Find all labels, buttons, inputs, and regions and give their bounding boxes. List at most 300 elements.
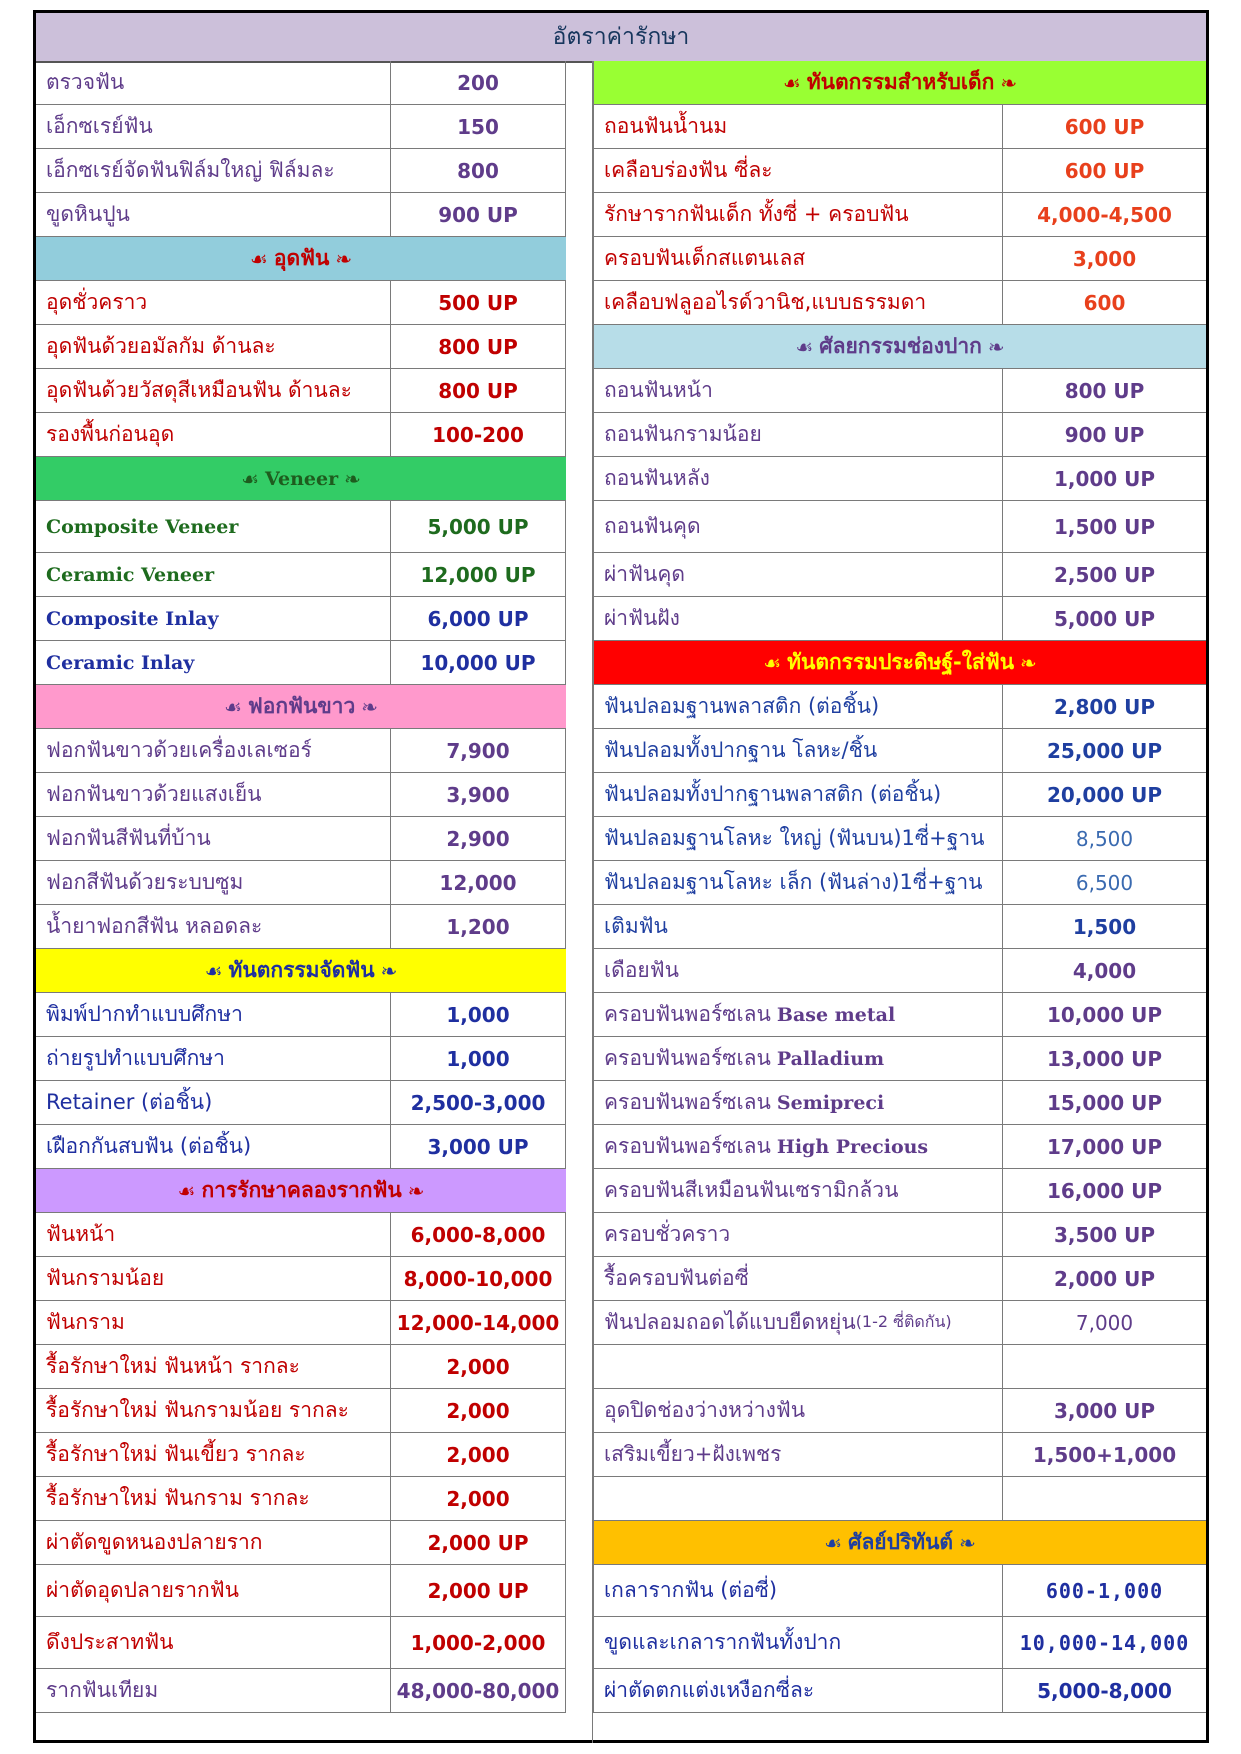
price-row xyxy=(36,993,566,1037)
price-row xyxy=(593,369,1206,413)
price-row xyxy=(593,1037,1206,1081)
price-row xyxy=(36,1565,566,1617)
section-title: Veneer xyxy=(265,467,339,490)
swash-right-icon: ❧ xyxy=(407,1178,425,1203)
price-value: 800 UP xyxy=(1064,378,1145,403)
page-title: อัตราค่ารักษา xyxy=(36,13,1206,63)
treatment-text: ครอบฟันพอร์ซเลน xyxy=(604,1002,771,1026)
treatment-label xyxy=(593,861,1003,904)
price-row xyxy=(593,597,1206,641)
treatment-text: ครอบฟันเด็กสแตนเลส xyxy=(604,246,806,270)
section-header xyxy=(36,1169,566,1213)
price-value: 1,000 UP xyxy=(1053,466,1156,491)
treatment-text: เคลือบฟลูออไรด์วานิช,แบบธรรมดา xyxy=(604,290,927,314)
treatment-text: ฟันปลอมทั้งปากฐานพลาสติก (ต่อชิ้น) xyxy=(604,782,942,806)
price-row xyxy=(36,1477,566,1521)
treatment-label xyxy=(36,501,391,552)
price-value: 2,000 UP xyxy=(391,1521,566,1564)
price-value: 2,000 xyxy=(391,1433,566,1476)
price-value: 100-200 xyxy=(391,413,566,456)
price-row xyxy=(593,1433,1206,1477)
price-value: 2,500-3,000 xyxy=(391,1081,566,1124)
treatment-label xyxy=(593,1477,1003,1520)
price-value: 8,000-10,000 xyxy=(391,1257,566,1300)
price-value: 900 UP xyxy=(391,193,566,236)
price-row xyxy=(593,457,1206,501)
section-title: การรักษาคลองรากฟัน xyxy=(201,1178,402,1202)
treatment-label xyxy=(36,1389,391,1432)
treatment-text: ฟันกรามน้อย xyxy=(46,1266,165,1290)
treatment-label xyxy=(593,1669,1003,1712)
price-value: 600 UP xyxy=(1064,158,1145,183)
treatment-text: อุดชั่วคราว xyxy=(46,290,148,314)
treatment-label xyxy=(36,553,391,596)
price-row xyxy=(593,817,1206,861)
price-value: 1,200 xyxy=(391,905,566,948)
price-value: 1,000-2,000 xyxy=(391,1617,566,1668)
treatment-label xyxy=(36,905,391,948)
treatment-label xyxy=(36,773,391,816)
treatment-text: ผ่าตัดอุดปลายรากฟัน xyxy=(46,1578,239,1602)
price-value: 1,000 xyxy=(391,993,566,1036)
price-row xyxy=(593,1669,1206,1713)
treatment-label xyxy=(593,457,1003,500)
treatment-label xyxy=(593,993,1003,1036)
price-row xyxy=(593,773,1206,817)
price-row xyxy=(593,501,1206,553)
price-row xyxy=(593,1081,1206,1125)
price-value: 3,000 UP xyxy=(1053,1398,1156,1423)
treatment-text: ถอนฟันคุด xyxy=(604,514,701,538)
price-row xyxy=(593,685,1206,729)
price-row xyxy=(593,861,1206,905)
treatment-label xyxy=(36,105,391,148)
price-value: 2,000 xyxy=(391,1389,566,1432)
treatment-text: ผ่าฟันคุด xyxy=(604,562,686,586)
treatment-label xyxy=(593,1213,1003,1256)
treatment-text: เอ็กซเรย์จัดฟันฟิล์มใหญ่ ฟิล์มละ xyxy=(46,158,335,182)
price-value: 25,000 UP xyxy=(1046,738,1163,763)
price-row xyxy=(36,1389,566,1433)
treatment-label xyxy=(36,641,391,684)
swash-left-icon: ☙ xyxy=(241,466,260,491)
price-value: 10,000 UP xyxy=(391,641,566,684)
section-title: อุดฟัน xyxy=(273,246,330,270)
price-value: 16,000 UP xyxy=(1046,1178,1163,1203)
treatment-text: อุดฟันด้วยวัสดุสีเหมือนฟัน ด้านละ xyxy=(46,378,352,402)
treatment-text: ฟอกสีฟันด้วยระบบซูม xyxy=(46,870,244,894)
price-row xyxy=(593,993,1206,1037)
price-value: 500 UP xyxy=(391,281,566,324)
price-row xyxy=(36,1617,566,1669)
treatment-material: Base metal xyxy=(776,1003,896,1026)
treatment-label xyxy=(593,193,1003,236)
treatment-label xyxy=(36,817,391,860)
treatment-text: ผ่าตัดตกแต่งเหงือกซี่ละ xyxy=(604,1678,815,1702)
treatment-label xyxy=(593,369,1003,412)
swash-right-icon: ❧ xyxy=(380,958,398,983)
treatment-note: (1-2 ซี่ติดกัน) xyxy=(855,1312,952,1331)
treatment-text: ตรวจฟัน xyxy=(46,70,125,94)
treatment-text: ขูดหินปูน xyxy=(46,202,130,226)
price-value: 3,900 xyxy=(391,773,566,816)
price-row xyxy=(36,369,566,413)
price-value: 4,000-4,500 xyxy=(1037,202,1172,227)
price-value: 12,000 UP xyxy=(391,553,566,596)
price-row xyxy=(593,193,1206,237)
section-header xyxy=(593,1521,1206,1565)
treatment-label xyxy=(593,237,1003,280)
treatment-label xyxy=(593,1125,1003,1168)
price-row xyxy=(593,1345,1206,1389)
treatment-text: ถอนฟันกรามน้อย xyxy=(604,422,762,446)
swash-right-icon: ❧ xyxy=(1000,70,1018,95)
treatment-text: อุดฟันด้วยอมัลกัม ด้านละ xyxy=(46,334,276,358)
price-value: 3,500 UP xyxy=(1053,1222,1156,1247)
price-value: 150 xyxy=(391,105,566,148)
treatment-material: Semipreci xyxy=(776,1091,885,1114)
treatment-text: ฟันหน้า xyxy=(46,1222,116,1246)
swash-right-icon: ❧ xyxy=(959,1530,976,1555)
treatment-label xyxy=(593,729,1003,772)
treatment-label xyxy=(593,1345,1003,1388)
swash-left-icon: ☙ xyxy=(177,1178,196,1203)
treatment-label xyxy=(36,1125,391,1168)
price-row xyxy=(593,1617,1206,1669)
treatment-label xyxy=(36,1257,391,1300)
price-value: 2,000 UP xyxy=(1053,1266,1156,1291)
treatment-text: ถอนฟันหน้า xyxy=(604,378,713,402)
swash-left-icon: ☙ xyxy=(223,694,242,719)
price-list-sheet xyxy=(33,10,1209,1743)
treatment-label xyxy=(593,1301,1003,1344)
treatment-label xyxy=(593,553,1003,596)
price-row xyxy=(36,553,566,597)
column-gap xyxy=(566,61,593,1743)
price-row xyxy=(36,1301,566,1345)
treatment-text: ฟันกราม xyxy=(46,1310,125,1334)
swash-left-icon: ☙ xyxy=(824,1530,843,1555)
treatment-label xyxy=(593,501,1003,552)
price-row xyxy=(36,1521,566,1565)
price-value: 1,500 UP xyxy=(1053,514,1156,539)
price-value: 2,000 xyxy=(391,1345,566,1388)
treatment-text: เอ็กซเรย์ฟัน xyxy=(46,114,153,138)
treatment-label xyxy=(593,1257,1003,1300)
treatment-label xyxy=(36,61,391,104)
treatment-text: อุดปิดช่องว่างหว่างฟัน xyxy=(604,1398,806,1422)
swash-right-icon: ❧ xyxy=(344,466,361,491)
price-row xyxy=(36,1213,566,1257)
price-row xyxy=(36,281,566,325)
price-row xyxy=(36,905,566,949)
treatment-label xyxy=(36,369,391,412)
treatment-label xyxy=(593,817,1003,860)
price-row xyxy=(36,817,566,861)
price-row xyxy=(36,597,566,641)
price-row xyxy=(36,1081,566,1125)
treatment-text: ฟันปลอมฐานโลหะ ใหญ่ (ฟันบน)1ซี่+ฐาน xyxy=(604,826,985,850)
price-row xyxy=(593,281,1206,325)
treatment-label xyxy=(36,1301,391,1344)
price-value: 800 xyxy=(391,149,566,192)
price-value: 20,000 UP xyxy=(1046,782,1163,807)
price-row xyxy=(36,61,566,105)
treatment-text: ฟอกฟันสีฟันที่บ้าน xyxy=(46,826,211,850)
price-row xyxy=(36,1433,566,1477)
price-value: 800 UP xyxy=(391,369,566,412)
price-value: 7,000 xyxy=(1075,1310,1134,1335)
price-row xyxy=(593,237,1206,281)
treatment-text: พิมพ์ปากทำแบบศึกษา xyxy=(46,1002,243,1026)
treatment-text: ครอบฟันพอร์ซเลน xyxy=(604,1046,771,1070)
treatment-label xyxy=(36,1037,391,1080)
price-row xyxy=(36,773,566,817)
price-row xyxy=(593,1257,1206,1301)
section-header xyxy=(36,949,566,993)
price-row xyxy=(593,1213,1206,1257)
section-header xyxy=(36,685,566,729)
price-row xyxy=(36,1669,566,1713)
section-title: ศัลยกรรมช่องปาก xyxy=(819,334,982,358)
price-row xyxy=(36,501,566,553)
price-value: 15,000 UP xyxy=(1046,1090,1163,1115)
treatment-text: ฟอกฟันขาวด้วยแสงเย็น xyxy=(46,782,262,806)
treatment-text: ถ่ายรูปทำแบบศึกษา xyxy=(46,1046,225,1070)
price-value: 5,000 UP xyxy=(1053,606,1156,631)
treatment-label xyxy=(593,773,1003,816)
price-row xyxy=(36,193,566,237)
price-row xyxy=(36,149,566,193)
price-value: 6,500 xyxy=(1075,870,1134,895)
treatment-label xyxy=(36,325,391,368)
treatment-text: Ceramic Veneer xyxy=(46,563,215,586)
treatment-label xyxy=(36,1213,391,1256)
treatment-label xyxy=(36,1477,391,1520)
swash-right-icon: ❧ xyxy=(1020,650,1037,675)
section-header xyxy=(36,237,566,281)
treatment-text: เกลารากฟัน (ต่อซี่) xyxy=(604,1578,778,1602)
swash-left-icon: ☙ xyxy=(795,334,814,359)
price-row xyxy=(36,861,566,905)
price-row xyxy=(36,413,566,457)
treatment-label xyxy=(593,1169,1003,1212)
price-value: 6,000-8,000 xyxy=(391,1213,566,1256)
price-value: 1,500 xyxy=(1072,914,1137,939)
price-value: 10,000 UP xyxy=(1046,1002,1163,1027)
treatment-label xyxy=(593,1037,1003,1080)
treatment-label xyxy=(36,1617,391,1668)
price-value: 4,000 xyxy=(1072,958,1137,983)
price-row xyxy=(36,1345,566,1389)
price-value: 10,000-14,000 xyxy=(1019,1630,1190,1655)
section-title: ศัลย์ปริทันต์ xyxy=(848,1530,954,1554)
treatment-text: เคลือบร่องฟัน ซี่ละ xyxy=(604,158,773,182)
treatment-text: น้ำยาฟอกสีฟัน หลอดละ xyxy=(46,914,263,938)
treatment-label xyxy=(36,1345,391,1388)
price-value: 12,000-14,000 xyxy=(391,1301,566,1344)
treatment-label xyxy=(36,413,391,456)
price-row xyxy=(36,729,566,773)
price-value: 800 UP xyxy=(391,325,566,368)
price-row xyxy=(36,1125,566,1169)
price-row xyxy=(593,949,1206,993)
treatment-label xyxy=(593,949,1003,992)
treatment-text: ฟันปลอมฐานโลหะ เล็ก (ฟันล่าง)1ซี่+ฐาน xyxy=(604,870,983,894)
treatment-material: Palladium xyxy=(776,1047,885,1070)
treatment-text: ครอบฟันพอร์ซเลน xyxy=(604,1134,771,1158)
treatment-label xyxy=(36,281,391,324)
price-value: 2,800 UP xyxy=(1053,694,1156,719)
treatment-text: รื้อรักษาใหม่ ฟันเขี้ยว รากละ xyxy=(46,1442,306,1466)
treatment-text: รื้อรักษาใหม่ ฟันกรามน้อย รากละ xyxy=(46,1398,349,1422)
treatment-label xyxy=(593,105,1003,148)
treatment-label xyxy=(36,1521,391,1564)
treatment-label xyxy=(36,993,391,1036)
treatment-text: รักษารากฟันเด็ก ทั้งซี่ + ครอบฟัน xyxy=(604,202,909,226)
treatment-label xyxy=(593,1565,1003,1616)
swash-left-icon: ☙ xyxy=(249,246,268,271)
price-row xyxy=(593,1565,1206,1617)
price-value: 2,900 xyxy=(391,817,566,860)
treatment-text: ฟันปลอมฐานพลาสติก (ต่อชิ้น) xyxy=(604,694,880,718)
treatment-text: รื้อรักษาใหม่ ฟันหน้า รากละ xyxy=(46,1354,300,1378)
section-header xyxy=(36,457,566,501)
treatment-label xyxy=(36,1081,391,1124)
treatment-label xyxy=(593,1617,1003,1668)
treatment-label xyxy=(36,729,391,772)
treatment-label xyxy=(36,1669,391,1712)
treatment-label xyxy=(36,861,391,904)
price-row xyxy=(593,729,1206,773)
treatment-label xyxy=(593,1433,1003,1476)
price-row xyxy=(593,905,1206,949)
swash-left-icon: ☙ xyxy=(763,650,782,675)
price-value: 12,000 xyxy=(391,861,566,904)
treatment-text: ฟันปลอมทั้งปากฐาน โลหะ/ชิ้น xyxy=(604,738,878,762)
price-row xyxy=(36,1037,566,1081)
price-value: 2,000 xyxy=(391,1477,566,1520)
treatment-text: เดือยฟัน xyxy=(604,958,679,982)
price-value xyxy=(1003,1345,1206,1388)
price-row xyxy=(593,553,1206,597)
price-row xyxy=(36,105,566,149)
treatment-label xyxy=(593,149,1003,192)
treatment-text: ผ่าตัดขูดหนองปลายราก xyxy=(46,1530,263,1554)
treatment-label xyxy=(36,193,391,236)
section-header xyxy=(593,325,1206,369)
price-row xyxy=(36,325,566,369)
price-value: 1,500+1,000 xyxy=(1032,1442,1177,1467)
price-value xyxy=(1003,1477,1206,1520)
price-value: 2,000 UP xyxy=(391,1565,566,1616)
price-value: 2,500 UP xyxy=(1053,562,1156,587)
treatment-text: ฟอกฟันขาวด้วยเครื่องเลเซอร์ xyxy=(46,738,312,762)
treatment-label xyxy=(593,685,1003,728)
section-title: ทันตกรรมประดิษฐ์-ใส่ฟัน xyxy=(787,650,1015,674)
section-title: ฟอกฟันขาว xyxy=(247,694,356,718)
treatment-text: Ceramic Inlay xyxy=(46,651,195,674)
price-value: 900 UP xyxy=(1064,422,1145,447)
treatment-material: High Precious xyxy=(776,1135,929,1158)
price-value: 13,000 UP xyxy=(1046,1046,1163,1071)
treatment-label xyxy=(36,149,391,192)
treatment-text: เสริมเขี้ยว+ฝังเพชร xyxy=(604,1442,782,1466)
treatment-label xyxy=(593,1389,1003,1432)
price-value: 48,000-80,000 xyxy=(391,1669,566,1712)
price-row xyxy=(593,1477,1206,1521)
price-value: 5,000-8,000 xyxy=(1037,1678,1172,1703)
price-value: 600 UP xyxy=(1064,114,1145,139)
price-value: 6,000 UP xyxy=(391,597,566,640)
treatment-text: ถอนฟันหลัง xyxy=(604,466,710,490)
section-header xyxy=(593,641,1206,685)
swash-right-icon: ❧ xyxy=(987,334,1005,359)
treatment-text: ครอบชั่วคราว xyxy=(604,1222,731,1246)
swash-left-icon: ☙ xyxy=(204,958,223,983)
treatment-label xyxy=(593,905,1003,948)
treatment-text: ผ่าฟันฝัง xyxy=(604,606,680,630)
treatment-label xyxy=(593,597,1003,640)
treatment-text: ฟันปลอมถอดได้แบบยืดหยุ่น xyxy=(604,1310,856,1334)
treatment-text: เติมฟัน xyxy=(604,914,668,938)
treatment-text: Retainer (ต่อชิ้น) xyxy=(46,1090,213,1114)
price-value: 3,000 UP xyxy=(391,1125,566,1168)
price-value: 5,000 UP xyxy=(391,501,566,552)
section-header xyxy=(593,61,1206,105)
price-row xyxy=(593,1169,1206,1213)
price-value: 200 xyxy=(391,61,566,104)
treatment-text: รองพื้นก่อนอุด xyxy=(46,422,175,446)
treatment-label xyxy=(36,597,391,640)
treatment-text: รากฟันเทียม xyxy=(46,1678,159,1702)
price-value: 600 xyxy=(1083,290,1126,315)
treatment-text: ครอบฟันสีเหมือนฟันเซรามิกล้วน xyxy=(604,1178,899,1202)
treatment-label xyxy=(36,1565,391,1616)
swash-left-icon: ☙ xyxy=(782,70,801,95)
price-row xyxy=(593,105,1206,149)
treatment-text: ถอนฟันน้ำนม xyxy=(604,114,728,138)
section-title: ทันตกรรมจัดฟัน xyxy=(228,958,375,982)
section-title: ทันตกรรมสำหรับเด็ก xyxy=(806,70,995,94)
price-row xyxy=(593,1301,1206,1345)
treatment-label xyxy=(593,1081,1003,1124)
price-row xyxy=(36,1257,566,1301)
price-value: 17,000 UP xyxy=(1046,1134,1163,1159)
treatment-label xyxy=(36,1433,391,1476)
treatment-text: ดึงประสาทฟัน xyxy=(46,1630,174,1654)
treatment-text: เฝือกกันสบฟัน (ต่อชิ้น) xyxy=(46,1134,252,1158)
price-row xyxy=(593,413,1206,457)
price-row xyxy=(593,1125,1206,1169)
treatment-text: ครอบฟันพอร์ซเลน xyxy=(604,1090,771,1114)
treatment-text: Composite Veneer xyxy=(46,515,239,538)
swash-right-icon: ❧ xyxy=(335,246,353,271)
treatment-label xyxy=(593,281,1003,324)
price-value: 1,000 xyxy=(391,1037,566,1080)
treatment-text: ขูดและเกลารากฟันทั้งปาก xyxy=(604,1630,842,1654)
treatment-text: รื้อรักษาใหม่ ฟันกราม รากละ xyxy=(46,1486,310,1510)
treatment-label xyxy=(593,413,1003,456)
swash-right-icon: ❧ xyxy=(361,694,379,719)
treatment-text: Composite Inlay xyxy=(46,607,219,630)
price-row xyxy=(36,641,566,685)
price-value: 7,900 xyxy=(391,729,566,772)
treatment-text: รื้อครอบฟันต่อซี่ xyxy=(604,1266,749,1290)
price-value: 8,500 xyxy=(1075,826,1134,851)
price-row xyxy=(593,1389,1206,1433)
price-value: 3,000 xyxy=(1072,246,1137,271)
